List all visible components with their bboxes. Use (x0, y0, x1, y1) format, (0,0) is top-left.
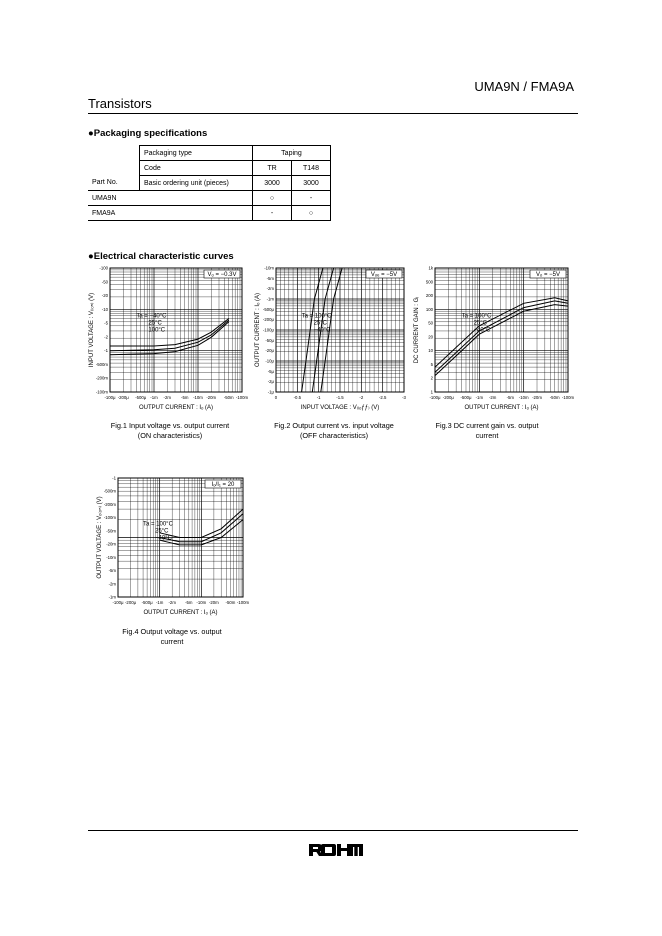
x-tick-label: -2.5 (378, 395, 387, 400)
chart-fig4 (96, 472, 252, 622)
legend-entry: Ta = −40°C (136, 313, 167, 320)
y-tick-label: -50m (106, 528, 116, 534)
caption-line: Fig.1 Input voltage vs. output current (110, 421, 230, 430)
packaging-table (88, 145, 331, 221)
y-tick-label: -10m (264, 265, 274, 271)
x-tick-label: -200μ (117, 395, 129, 400)
y-tick-label: -5μ (267, 368, 274, 374)
y-tick-label: -500μ (262, 306, 274, 312)
x-axis-label: OUTPUT CURRENT : Iₒ (A) (143, 610, 218, 616)
legend-entry: 25°C (313, 320, 328, 327)
y-tick-label: 500 (425, 279, 433, 285)
chart-svg (252, 262, 412, 412)
y-tick-label: 1 (430, 389, 433, 395)
x-tick-label: -100m (235, 395, 249, 400)
x-tick-label: -1m (150, 395, 158, 400)
fig3-caption (406, 421, 568, 441)
condition-label: Vₒ = −0.3V (207, 272, 237, 278)
rohm-logo (308, 843, 364, 862)
y-tick-label: -10m (106, 554, 116, 560)
x-axis-label: OUTPUT CURRENT : Iₒ (A) (138, 405, 214, 411)
label-part-no: Part No. (88, 176, 140, 191)
y-tick-label: 1k (428, 265, 433, 271)
x-tick-label: -0.5 (293, 395, 302, 400)
label-taping: Taping (253, 146, 331, 161)
y-tick-label: 20 (428, 334, 433, 340)
part-tr-flag: ○ (253, 191, 292, 206)
code-t148: T148 (292, 161, 331, 176)
y-tick-label: -10 (101, 306, 108, 312)
x-tick-label: -500μ (460, 395, 472, 400)
x-tick-label: -3 (402, 395, 406, 400)
x-tick-label: -20m (208, 600, 219, 605)
y-tick-label: -1 (104, 348, 108, 354)
part-t148-flag: ○ (292, 206, 331, 221)
y-tick-label: 5 (430, 361, 433, 367)
y-tick-label: -2m (108, 581, 116, 587)
x-tick-label: -50m (223, 395, 234, 400)
caption-line: (OFF characteristics) (299, 431, 369, 440)
x-tick-label: -10m (196, 600, 207, 605)
chart-fig3 (410, 262, 576, 412)
x-tick-label: -5m (181, 395, 189, 400)
y-tick-label: -500m (95, 361, 108, 367)
legend-entry: Ta = 100°C (301, 313, 332, 320)
qty-t148: 3000 (292, 176, 331, 191)
part-t148-flag: - (292, 191, 331, 206)
fig2-caption (250, 421, 418, 441)
caption-line: (ON characteristics) (137, 431, 203, 440)
x-tick-label: -2m (488, 395, 497, 400)
part-tr-flag: - (253, 206, 292, 221)
packaging-heading-text: Packaging specifications (93, 128, 208, 139)
chart-fig1 (78, 262, 250, 412)
y-tick-label: -50 (101, 279, 108, 285)
y-tick-label: -100m (95, 389, 108, 395)
y-tick-label: -100μ (262, 327, 274, 333)
y-tick-label: -1m (266, 296, 274, 302)
chart-fig2 (252, 262, 412, 412)
fig4-caption (94, 627, 250, 647)
header-rule (88, 113, 578, 114)
table-row (88, 191, 331, 206)
x-tick-label: -1m (475, 395, 484, 400)
y-tick-label: -20μ (265, 348, 274, 354)
x-tick-label: -10m (193, 395, 203, 400)
y-tick-label: -200μ (262, 317, 274, 323)
y-tick-label: -1 (112, 475, 116, 481)
x-tick-label: -50m (225, 600, 236, 605)
condition-label: Vₒ = −5V (536, 272, 560, 278)
condition-label: Iₒ/I₁ = 20 (211, 482, 235, 488)
legend-entry: −40°C (473, 327, 491, 334)
y-tick-label: -10μ (265, 358, 274, 364)
y-tick-label: 50 (428, 320, 433, 326)
x-tick-label: -100μ (112, 600, 124, 605)
x-tick-label: -100μ (429, 395, 441, 400)
caption-line: Fig.3 DC current gain vs. output (435, 421, 539, 430)
x-tick-label: -2m (163, 395, 171, 400)
y-tick-label: -100m (103, 515, 116, 521)
qty-tr: 3000 (253, 176, 292, 191)
rohm-logo-icon (308, 843, 364, 857)
y-tick-label: -5 (104, 320, 108, 326)
x-tick-label: -100m (236, 600, 250, 605)
y-tick-label: -100 (99, 265, 108, 271)
y-tick-label: 2 (430, 375, 433, 381)
label-packaging-type: Packaging type (140, 146, 253, 161)
plot-area (110, 268, 242, 392)
x-tick-label: -2m (168, 600, 176, 605)
x-tick-label: -100μ (104, 395, 116, 400)
legend-entry: 100°C (148, 327, 166, 334)
x-tick-label: -20m (206, 395, 217, 400)
x-tick-label: -5m (185, 600, 193, 605)
x-tick-label: -10m (518, 395, 529, 400)
part-name: FMA9A (88, 206, 253, 221)
label-code: Code (140, 161, 253, 176)
label-basic-ordering: Basic ordering unit (pieces) (140, 176, 253, 191)
code-tr: TR (253, 161, 292, 176)
y-tick-label: -200m (103, 501, 116, 507)
legend-entry: Ta = 100°C (461, 313, 492, 320)
caption-line: current (160, 637, 184, 646)
x-tick-label: -500μ (141, 600, 153, 605)
condition-label: Vₒₑ = −5V (370, 272, 398, 278)
y-axis-label: DC CURRENT GAIN : Gᵢ (414, 296, 420, 364)
chart-svg (96, 472, 252, 622)
y-tick-label: 10 (428, 348, 433, 354)
x-tick-label: -200μ (125, 600, 137, 605)
y-tick-label: -20 (101, 293, 108, 299)
chart-svg (410, 262, 576, 412)
x-axis-label: INPUT VOLTAGE : Vᵢ₍ₒƒƒ₎ (V) (300, 405, 380, 411)
section-title: Transistors (88, 96, 152, 111)
caption-line: Fig.4 Output voltage vs. output (122, 627, 222, 636)
legend-entry: −40°C (313, 327, 331, 334)
footer-rule (88, 830, 578, 831)
y-tick-label: -1m (108, 594, 116, 600)
plot-area (435, 268, 568, 392)
y-tick-label: -500m (103, 488, 116, 494)
x-tick-label: -1.5 (336, 395, 344, 400)
legend-entry: 25°C (473, 320, 488, 327)
x-tick-label: -200μ (442, 395, 454, 400)
legend-entry: Ta = 100°C (143, 521, 173, 528)
y-tick-label: -200m (95, 375, 108, 381)
y-tick-label: -2 (104, 334, 108, 340)
x-tick-label: -50m (549, 395, 560, 400)
chart-svg (78, 262, 250, 412)
y-tick-label: 100 (425, 306, 433, 312)
table-row (88, 206, 331, 221)
x-axis-label: OUTPUT CURRENT : Iₒ (A) (464, 405, 539, 411)
x-tick-label: -1 (316, 395, 321, 400)
x-tick-label: -2 (359, 395, 364, 400)
y-tick-label: -5m (108, 568, 116, 574)
x-tick-label: 0 (274, 395, 278, 400)
legend-entry: 25°C (148, 320, 162, 327)
x-tick-label: -500μ (135, 395, 147, 400)
y-tick-label: -2μ (267, 379, 274, 385)
y-tick-label: -5m (266, 275, 274, 281)
packaging-heading (88, 128, 207, 139)
caption-line: Fig.2 Output current vs. input voltage (274, 421, 394, 430)
y-tick-label: -1μ (267, 389, 274, 395)
x-tick-label: -100m (561, 395, 575, 400)
curves-heading (88, 251, 234, 262)
document-title: UMA9N / FMA9A (474, 79, 574, 94)
fig1-caption (86, 421, 254, 441)
y-tick-label: 200 (425, 293, 433, 299)
part-name: UMA9N (88, 191, 253, 206)
y-axis-label: OUTPUT VOLTAGE : Vₒ₍ₒₙ₎ (V) (97, 496, 103, 579)
legend-entry: −40°C (155, 535, 172, 542)
bullet-icon: ● (88, 128, 94, 139)
bullet-icon: ● (88, 251, 94, 262)
x-tick-label: -1m (155, 600, 164, 605)
x-tick-label: -5m (506, 395, 515, 400)
legend-entry: 25°C (155, 528, 169, 535)
y-tick-label: -2m (266, 286, 274, 292)
caption-line: current (475, 431, 499, 440)
y-tick-label: -50μ (265, 337, 274, 343)
curves-heading-text: Electrical characteristic curves (93, 251, 234, 262)
x-tick-label: -20m (532, 395, 542, 400)
y-tick-label: -20m (106, 541, 116, 547)
y-axis-label: OUTPUT CURRENT : Iₒ (A) (255, 292, 261, 368)
y-axis-label: INPUT VOLTAGE : Vᵢ₍ₒₙ₎ (V) (89, 292, 95, 368)
